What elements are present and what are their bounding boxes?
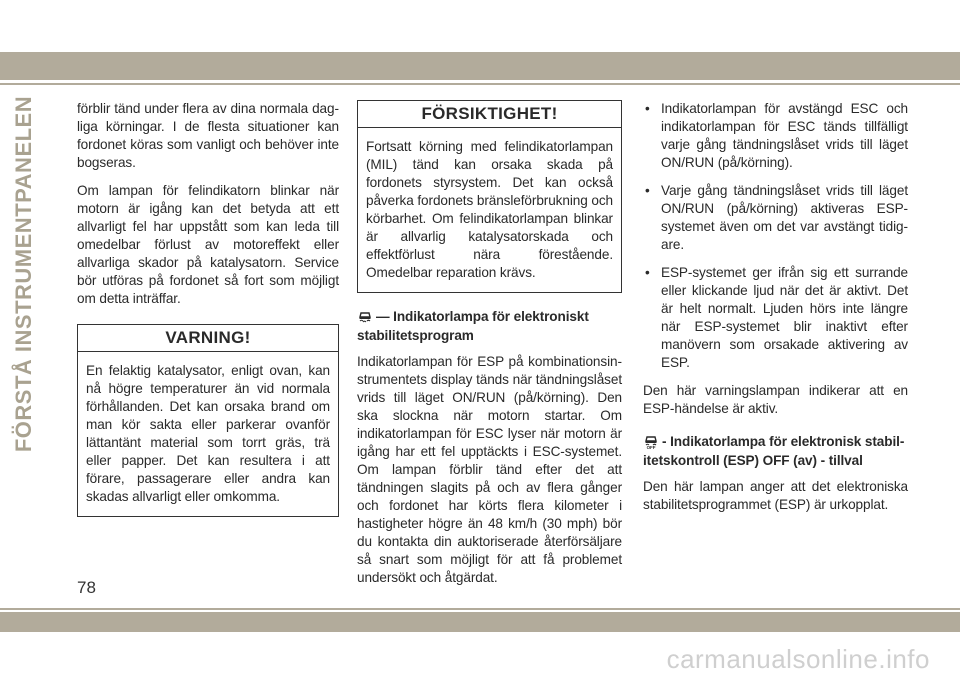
column-2 (357, 100, 622, 597)
list-item: • Varje gång tändningslåset vrids till läget ON/RUN (på/körning) aktiveras ESP-systemet även om det var avstängt tidigare. (643, 182, 908, 254)
page-number: 78 (77, 578, 96, 597)
header-bar (0, 52, 960, 80)
caution-title: FÖRSIKTIGHET! (358, 101, 621, 128)
esp-skid-car-icon (357, 308, 373, 324)
section-heading-text: - Indikatorlampa för elektronisk stabilitetskontroll (ESP) OFF (av) - tillval (643, 434, 905, 468)
paragraph: Den här varningslampan indikerar att en ESP-händelse är aktiv. (643, 383, 908, 416)
section-heading-text: — Indikatorlampa för elektroniskt stabilitetsprogram (357, 309, 589, 343)
esp-off-skid-car-icon (643, 433, 659, 449)
caution-box (357, 100, 622, 293)
paragraph: Den här lampan anger att det elektroniska stabilitetsprogrammet (ESP) är urkopplat. (643, 479, 908, 512)
header-rule (0, 83, 960, 85)
column-3 (643, 100, 908, 524)
footer-band (0, 612, 960, 632)
list-item: • ESP-systemet ger ifrån sig ett surrande eller klickande ljud när det är aktivt. Det är helt normalt. Ljuden hörs inte längre när ESP-systemet blir inaktivt efter manövern som orsakade aktivering av ESP. (643, 264, 908, 372)
header-band (0, 0, 960, 80)
warning-body: En felaktig katalysator, enligt ovan, kan nå högre temperaturer än vid normala förhållanden. Det kan orsaka brand om man kör sakta eller parkerar ovanför lättantänt material som torrt gräs, trä eller papper. Det kan resultera i att förare, passagerare eller andra kan skadas allvarligt eller omkomma. (86, 363, 330, 504)
watermark-text: carmanualsonline.info (666, 644, 930, 674)
bullet-list (643, 100, 908, 372)
section-heading-esp-off (643, 432, 908, 470)
paragraph: Om lampan för felindikatorn blinkar när motorn är igång kan det betyda att ett allvarligt fel har uppstått som kan leda till omedelbar förlust av motoreffekt eller allvarliga skador på katalysatorn. Service bör utföras på fordonet så fort som möjligt om detta inträffar. (77, 183, 339, 306)
caution-body: Fortsatt körning med felindikatorlampan (MIL) tänd kan orsaka skada på fordonets styrsystem. Det kan också påverka fordonets bränsleförbrukning och körbarhet. Om felindikatorlampan blinkar är allvarlig katalysatorskada och effektförlust nära förestående. Omedelbar reparation krävs. (366, 139, 613, 280)
column-1 (77, 100, 339, 517)
warning-box (77, 324, 339, 517)
section-heading-esp (357, 307, 622, 345)
section-side-tab-label: FÖRSTÅ INSTRUMENTPANELEN (11, 95, 36, 453)
watermark (0, 644, 960, 675)
footer-rule (0, 608, 960, 610)
section-side-tab (4, 94, 44, 454)
warning-title: VARNING! (78, 325, 338, 352)
paragraph: förblir tänd under flera av dina normala dagliga körningar. I de flesta situationer kan fordonet köras som vanligt och behöver inte bogseras. (77, 101, 339, 170)
paragraph: Indikatorlampan för ESP på kombinationsinstrumentets display tänds när tändningslåset vrids till läget ON/RUN (på/körning). Den ska slockna när motorn startar. Om indikatorlampan för ESC lyser när motorn är igång har ett fel upptäckts i ESC-systemet. Om lampan förblir tänd efter det att tändningen slagits på och av flera gånger och fordonet har körts flera kilometer i hastigheter högre än 48 km/h (30 mph) bör du kontakta din auktoriserade återförsäljare så snart som möjligt för att få problemet undersökt och åtgärdat. (357, 354, 622, 585)
svg-text:OFF: OFF (646, 445, 656, 449)
list-item: • Indikatorlampan för avstängd ESC och indikatorlampan för ESC tänds tillfälligt varje gång tändningslåset vrids till läget ON/RUN (på/körning). (643, 100, 908, 172)
